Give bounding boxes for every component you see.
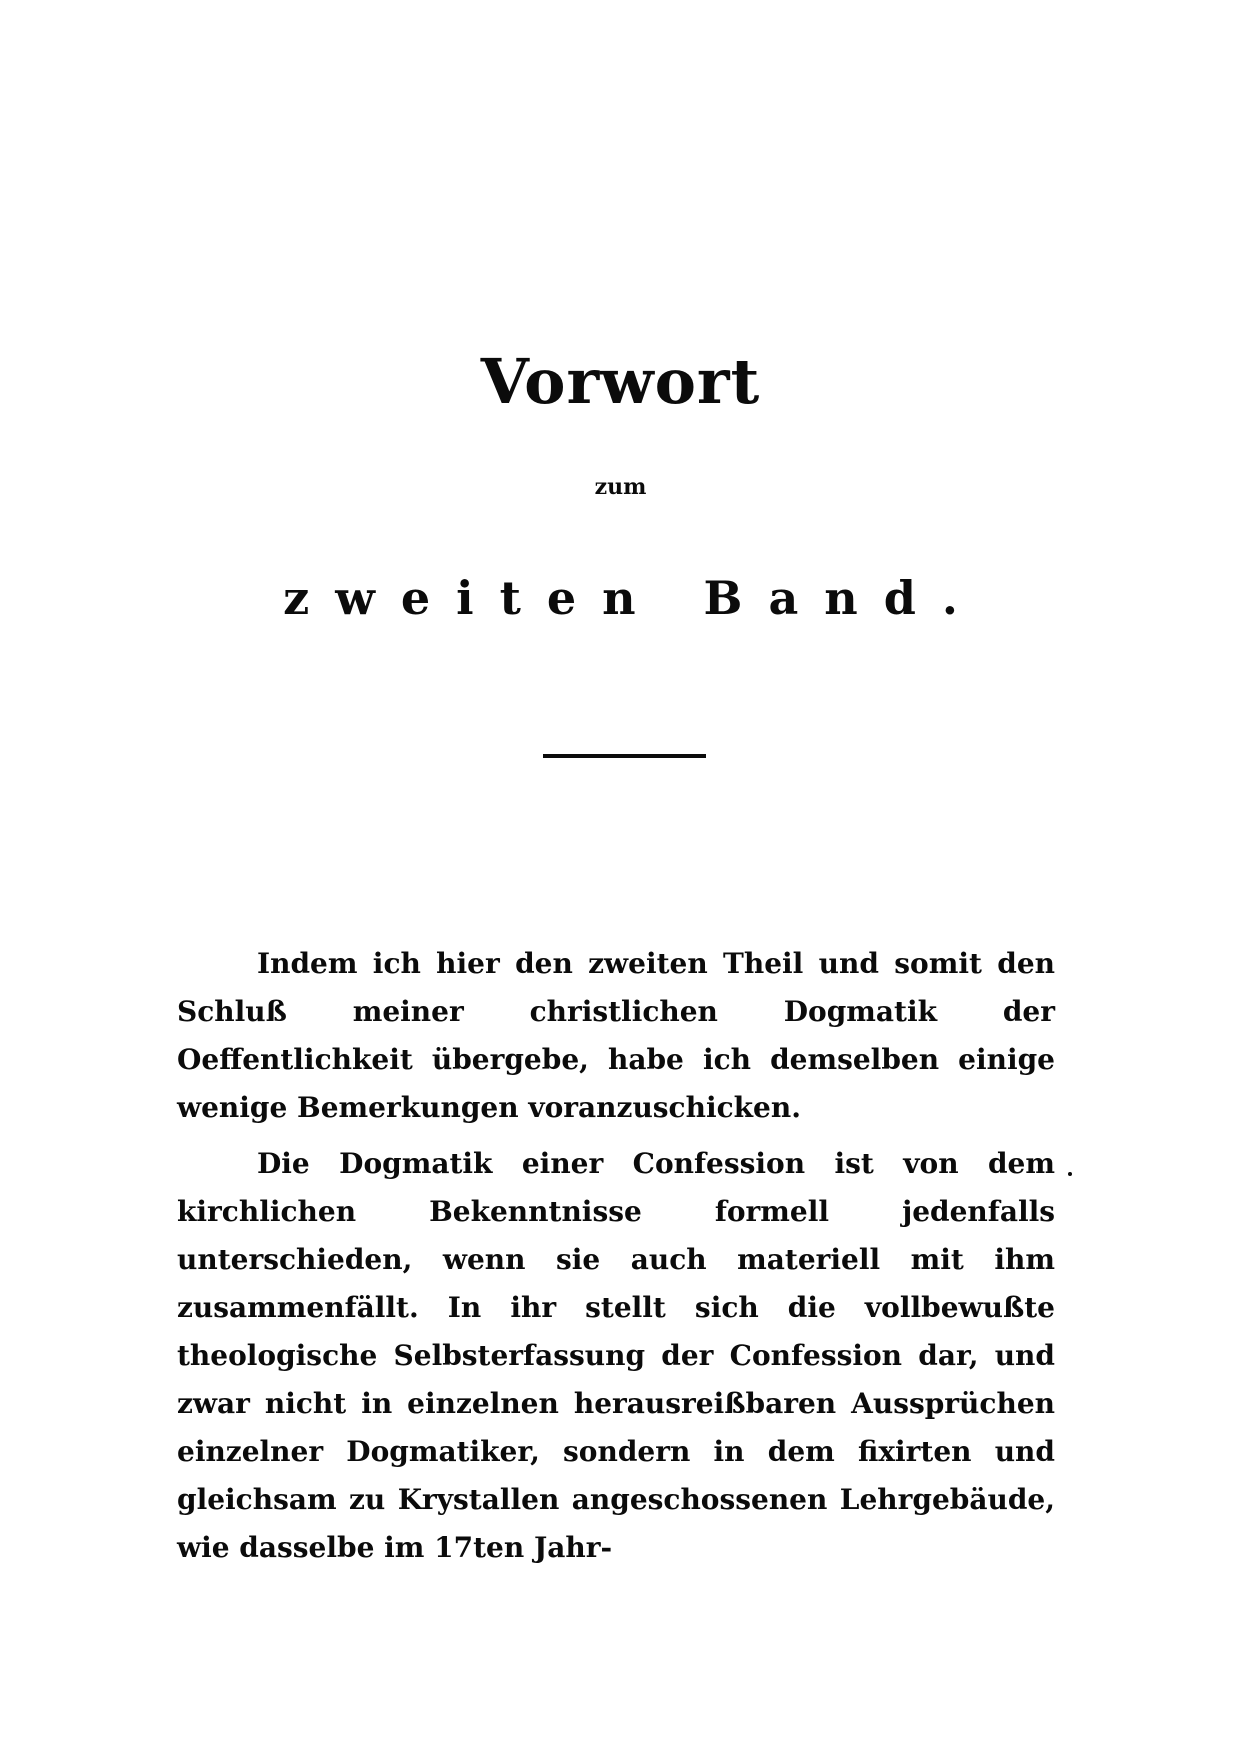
paragraph: Die Dogmatik einer Confession ist von dem kirchlichen Bekenntnisse formell jedenfalls unterschieden, wenn sie auch materiell mit ihm zusammenfällt. In ihr stellt sich die vollbewußte theologische Selbsterfassung der Confession dar, und zwar nicht in einzelnen herausreißbaren Aussprüchen einzelner Dogmatiker, sondern in dem fixirten und gleichsam zu Krystallen angeschossenen Lehrgebäude, wie dasselbe im 17ten Jahr-: [177, 1147, 1055, 1564]
subtitle-preposition: zum: [594, 474, 647, 500]
page-title: Vorwort: [480, 345, 761, 418]
paragraph: Indem ich hier den zweiten Theil und somit den Schluß meiner christlichen Dogmatik der Oeffentlichkeit übergebe, habe ich demselben einige wenige Bemerkungen voranzuschicken.: [177, 947, 1055, 1124]
divider-rule: [543, 754, 706, 758]
subtitle: zweiten Band.: [283, 571, 984, 625]
body-text: [177, 940, 1055, 1572]
stray-ink-dot: [1068, 1172, 1072, 1176]
